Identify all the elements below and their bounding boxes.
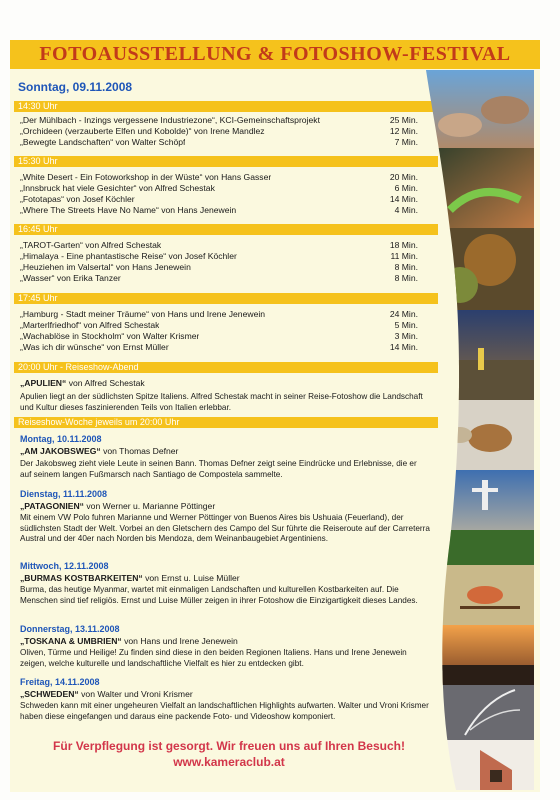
event-title: „SCHWEDEN“ (20, 689, 79, 699)
event-heading (20, 501, 215, 512)
program-row (20, 342, 418, 353)
program-duration: 5 Min. (394, 320, 418, 330)
program-title: „Wasser“ von Erika Tanzer (20, 273, 121, 283)
event-heading (20, 446, 178, 457)
event-author: von Thomas Defner (100, 446, 179, 456)
photo-strip (420, 70, 538, 790)
program-duration: 6 Min. (394, 183, 418, 193)
event-author: von Werner u. Marianne Pöttinger (83, 501, 216, 511)
program-list (20, 309, 418, 353)
time-bar: 16:45 Uhr (14, 224, 438, 235)
program-duration: 14 Min. (389, 194, 418, 204)
program-title: „Was ich dir wünsche“ von Ernst Müller (20, 342, 169, 352)
program-duration: 25 Min. (389, 115, 418, 125)
day-heading: Freitag, 14.11.2008 (20, 677, 100, 687)
caterpillar-photo (420, 148, 538, 228)
program-list (20, 172, 418, 216)
program-title: „Heuziehen im Valsertal“ von Hans Jenewein (20, 262, 191, 272)
event-title: „APULIEN“ (20, 378, 67, 388)
event-author: von Ernst u. Luise Müller (142, 573, 240, 583)
program-row (20, 331, 418, 342)
program-row (20, 115, 418, 126)
program-row (20, 309, 418, 320)
evening-bar: 20:00 Uhr - Reiseshow-Abend (14, 362, 438, 373)
program-duration: 14 Min. (389, 342, 418, 352)
event-description: Der Jakobsweg zieht viele Leute in seinen Bann. Thomas Defner zeigt seine Eindrücke und Erlebnisse, die er auf seinem langen Fußmarsch nach Santiago de Compostela sammelte. (20, 459, 417, 479)
program-row (20, 320, 418, 331)
program-title: „Innsbruck hat viele Gesichter“ von Alfred Schestak (20, 183, 215, 193)
program-row (20, 262, 418, 273)
program-duration: 7 Min. (394, 137, 418, 147)
day-heading: Dienstag, 11.11.2008 (20, 489, 108, 499)
week-bar: Reiseshow-Woche jeweils um 20:00 Uhr (14, 417, 438, 428)
program-title: „Fototapas“ von Josef Köchler (20, 194, 135, 204)
program-duration: 12 Min. (389, 126, 418, 136)
program-row (20, 126, 418, 137)
program-duration: 18 Min. (389, 240, 418, 250)
program-title: „Wachablöse in Stockholm“ von Walter Krismer (20, 331, 200, 341)
time-bar: 17:45 Uhr (14, 293, 438, 304)
day-heading: Mittwoch, 12.11.2008 (20, 561, 109, 571)
program-title: „Marterlfriedhof“ von Alfred Schestak (20, 320, 160, 330)
program-title: „Der Mühlbach - Inzings vergessene Industriezone“, KCI-Gemeinschaftsprojekt (20, 115, 320, 125)
time-bar: 15:30 Uhr (14, 156, 438, 167)
program-duration: 8 Min. (394, 273, 418, 283)
event-description: Apulien liegt an der südlichsten Spitze Italiens. Alfred Schestak macht in seiner Reise-Fotoshow die Landschaft und Kultur dieses faszinierenden Teils von Italien erlebbar. (20, 392, 423, 412)
day-heading: Montag, 10.11.2008 (20, 434, 102, 444)
event-author: von Hans und Irene Jenewein (121, 636, 238, 646)
program-title: „Where The Streets Have No Name“ von Hans Jenewein (20, 205, 237, 215)
program-row (20, 137, 418, 148)
event-heading (20, 573, 240, 584)
event-description: Schweden kann mit einer ungeheuren Vielfalt an landschaftlichen Highlights aufwarten. Walter und Vroni Krismer haben diese eingefangen und daraus eine packende Foto- und Videoshow komponiert. (20, 701, 429, 721)
program-duration: 24 Min. (389, 309, 418, 319)
event-title: „AM JAKOBSWEG“ (20, 446, 101, 456)
event-description: Mit einem VW Polo fuhren Marianne und Werner Pöttinger von Buenos Aires bis Ushuaia (Feuerland), der südlichsten Stadt der Welt. Vorbei an den Gletschern des Campo del Sur führte die Reiseroute auf der Carreterra Austral und der 40er nach Norden bis Mendoza, dem Weinanbaugebiet Argentiniens. (20, 513, 430, 543)
event-title: „BURMAS KOSTBARKEITEN“ (20, 573, 143, 583)
footer-message: Für Verpflegung ist gesorgt. Wir freuen uns auf Ihren Besuch! (53, 739, 405, 753)
program-duration: 8 Min. (394, 262, 418, 272)
day-heading-sunday: Sonntag, 09.11.2008 (18, 80, 133, 94)
program-list (20, 115, 418, 148)
program-title: „Orchideen (verzauberte Elfen und Kobolde)“ von Irene Mandlez (20, 126, 265, 136)
feather-photo (420, 685, 538, 740)
program-duration: 20 Min. (389, 172, 418, 182)
house-photo (420, 740, 538, 790)
page-title: FOTOAUSSTELLUNG & FOTOSHOW-FESTIVAL (39, 43, 511, 65)
title-banner (10, 40, 540, 69)
program-row (20, 273, 418, 284)
program-duration: 3 Min. (394, 331, 418, 341)
footer-url-link[interactable]: www.kameraclub.at (173, 755, 285, 769)
event-heading (20, 636, 238, 647)
program-title: „Bewegte Landschaften“ von Walter Schöpf (20, 137, 186, 147)
program-list (20, 240, 418, 284)
event-title: „PATAGONIEN“ (20, 501, 84, 511)
program-title: „Himalaya - Eine phantastische Reise“ von Josef Köchler (20, 251, 237, 261)
program-title: „TAROT-Garten“ von Alfred Schestak (20, 240, 162, 250)
program-row (20, 172, 418, 183)
program-duration: 11 Min. (390, 251, 418, 261)
time-bar: 14:30 Uhr (14, 101, 438, 112)
program-row (20, 205, 418, 216)
program-title: „White Desert - Ein Fotoworkshop in der Wüste“ von Hans Gasser (20, 172, 272, 182)
program-row (20, 183, 418, 194)
program-duration: 4 Min. (394, 205, 418, 215)
day-heading: Donnerstag, 13.11.2008 (20, 624, 120, 634)
program-row (20, 251, 418, 262)
event-description: Burma, das heutige Myanmar, wartet mit einmaligen Landschaften und kulturellen Kostbarkeiten auf. Die Menschen sind tief religiös. Ernst und Luise Müller zeigen in ihrer Fotoshow die Einzigartigkeit dieses Landes. (20, 585, 418, 605)
event-heading (20, 378, 145, 389)
event-author: von Alfred Schestak (66, 378, 145, 388)
event-title: „TOSKANA & UMBRIEN“ (20, 636, 122, 646)
event-heading (20, 689, 193, 700)
program-row (20, 194, 418, 205)
program-row (20, 240, 418, 251)
program-title: „Hamburg - Stadt meiner Träume“ von Hans und Irene Jenewein (20, 309, 266, 319)
event-description: Oliven, Türme und Heilige! Zu finden sind diese in den beiden Regionen Italiens. Hans und Irene Jenewein zeigen, welche kulturelle und landschaftliche Vielfalt es hier zu entdecken gibt. (20, 648, 407, 668)
event-author: von Walter und Vroni Krismer (78, 689, 193, 699)
